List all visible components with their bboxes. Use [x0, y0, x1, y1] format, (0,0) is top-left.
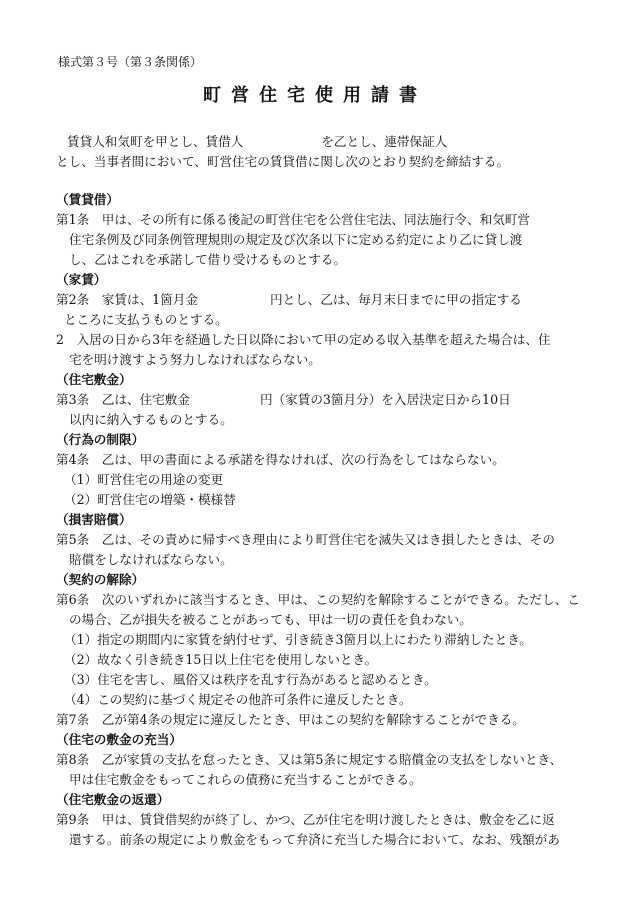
- article-line: 還する。前条の規定により敷金をもって弁済に充当した場合において、なお、残額があ: [69, 832, 560, 847]
- article-line: 甲は住宅敷金をもってこれらの債務に充当することができる。: [69, 772, 422, 787]
- article-line: [56, 390, 596, 410]
- document-title: 町営住宅使用請書: [203, 85, 427, 106]
- section-heading: （行為の制限）: [56, 432, 145, 447]
- list-item: （3）住宅を害し、風俗又は秩序を乱す行為があると認めるとき。: [64, 672, 437, 687]
- article-line: の場合、乙が損失を被ることがあっても、甲は一切の責任を負わない。: [69, 612, 472, 627]
- intro-text-guarantor: を乙とし、連帯保証人: [321, 134, 448, 149]
- article-line: 住宅条例及び同条例管理規則の規定及び次条以下に定める約定により乙に貸し渡: [69, 232, 523, 247]
- article-line: 宅を明け渡すよう努力しなければならない。: [69, 352, 321, 367]
- article-line: 第6条 次のいずれかに該当するとき、甲は、この契約を解除することができる。ただし、こ: [56, 592, 580, 607]
- section-heading: （契約の解除）: [56, 572, 145, 587]
- section-heading: （住宅敷金の返還）: [56, 792, 170, 807]
- article-line: [56, 290, 596, 310]
- list-item: （1）指定の期間内に家賃を納付せず、引き続き3箇月以上にわたり滞納したとき。: [64, 632, 532, 647]
- rent-text-a: 第2条 家賃は、1箇月金: [56, 292, 198, 307]
- list-item: （2）故なく引き続き15日以上住宅を使用しないとき。: [64, 652, 378, 667]
- list-item: （2）町営住宅の増築・模様替: [64, 492, 236, 507]
- article-line: 第1条 甲は、その所有に係る後記の町営住宅を公営住宅法、同法施行令、和気町営: [56, 212, 530, 227]
- list-item: （1）町営住宅の用途の変更: [64, 472, 224, 487]
- section-heading: （損害賠償）: [56, 512, 132, 527]
- article-line: 第9条 甲は、賃貸借契約が終了し、かつ、乙が住宅を明け渡したときは、敷金を乙に返: [56, 812, 555, 827]
- intro-line-2: とし、当事者間において、町営住宅の賃貸借に関し次のとおり契約を締結する。: [56, 154, 510, 169]
- article-line: し、乙はこれを承諾して借り受けるものとする。: [69, 252, 347, 267]
- article-line: 第8条 乙が家賃の支払を怠ったとき、又は第5条に規定する賠償金の支払をしないとき、: [56, 752, 563, 767]
- article-line: 第4条 乙は、甲の書面による承諾を得なければ、次の行為をしてはならない。: [56, 452, 505, 467]
- intro-paragraph: [56, 132, 596, 172]
- article-line: 以内に納入するものとする。: [69, 412, 233, 427]
- article-line: ところに支払うものとする。: [64, 312, 228, 327]
- intro-line-1: [56, 132, 596, 152]
- articles: [56, 190, 596, 850]
- article-line: 賠償をしなければならない。: [69, 552, 233, 567]
- deposit-text-a: 第3条 乙は、住宅敷金: [56, 392, 190, 407]
- section-heading: （家賃）: [56, 272, 107, 287]
- deposit-text-b: 円（家賃の3箇月分）を入居決定日から10日: [259, 392, 511, 407]
- form-number: 様式第３号（第３条関係）: [58, 55, 203, 69]
- section-heading: （住宅の敷金の充当）: [56, 732, 182, 747]
- section-heading: （住宅敷金）: [56, 372, 132, 387]
- article-line: 2 入居の日から3年を経過した日以降において甲の定める収入基準を超えた場合は、住: [56, 332, 551, 347]
- list-item: （4）この契約に基づく規定その他許可条件に違反したとき。: [64, 692, 412, 707]
- article-line: 第5条 乙は、その責めに帰すべき理由により町営住宅を滅失又はき損したときは、その: [56, 532, 555, 547]
- intro-text-lessor: 賃貸人和気町を甲とし、賃借人: [67, 134, 244, 149]
- rent-text-b: 円とし、乙は、毎月末日までに甲の指定する: [269, 292, 522, 307]
- article-line: 第7条 乙が第4条の規定に違反したとき、甲はこの契約を解除することができる。: [56, 712, 525, 727]
- section-heading: （賃貸借）: [56, 192, 119, 207]
